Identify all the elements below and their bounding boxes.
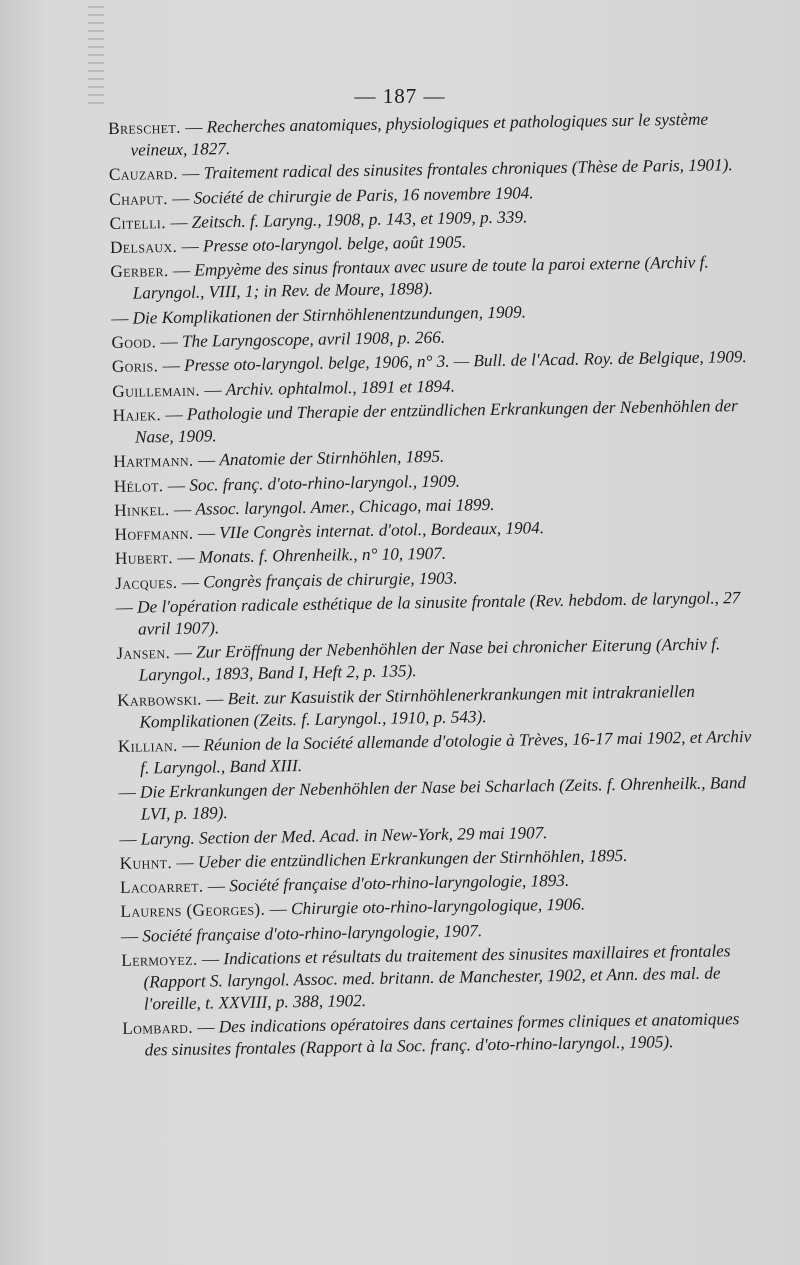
entry-separator: — [165, 212, 192, 232]
page-number: — 187 — [354, 84, 446, 108]
entry-text: Zeitsch. f. Laryng., 1908, p. 143, et 1909, p. 339. [191, 207, 528, 232]
entry-separator: — [169, 499, 196, 519]
entry-author: Guillemain. [112, 380, 201, 401]
entry-separator: — [172, 548, 199, 568]
bibliography-entry [117, 680, 758, 734]
entry-separator: — [177, 735, 204, 755]
entry-author: Lombard. [122, 1018, 194, 1039]
entry-separator: — [177, 572, 204, 592]
entry-author: Jansen. [116, 643, 171, 664]
entry-author: Cauzard. [108, 164, 179, 185]
entry-text: Chirurgie oto-rhino-laryngologique, 1906. [290, 895, 586, 919]
entry-text: Pathologie und Therapie der entzündlichen Erkrankungen der Nebenhöhlen der Nase, 1909. [134, 396, 738, 447]
bibliography-entry [108, 108, 749, 162]
entry-text: Indications et résultats du traitement des sinusites maxillaires et frontales (Rapport S. laryngol. Assoc. med. britann. de Manchester, 1902, et Ann. des mal. de l'oreille, t. XXVIII, p. 388, 1902. [143, 941, 731, 1014]
entry-author: Karbowski. [116, 689, 203, 710]
entry-separator: — [120, 926, 143, 946]
entry-text: Die Komplikationen der Stirnhöhlenentzundungen, 1909. [132, 302, 527, 328]
entry-text: Presse oto-laryngol. belge, 1906, n° 3. — Bull. de l'Acad. Roy. de Belgique, 1909. [183, 347, 747, 376]
entry-separator: — [170, 643, 197, 663]
entry-separator: — [192, 1017, 219, 1038]
entry-text: Zur Eröffnung der Nebenhöhlen der Nase bei chronicher Eiterung (Archiv f. Laryngol., 1893, Band I, Heft 2, p. 135). [138, 634, 721, 685]
entry-text: Société française d'oto-rhino-laryngologie, 1893. [229, 870, 570, 896]
entry-text: Die Erkrankungen der Nebenhöhlen der Nase bei Scharlach (Zeits. f. Ohrenheilk., Band LVI, p. 189). [139, 773, 747, 824]
bibliography-entry [118, 726, 759, 780]
entry-separator: — [177, 163, 204, 184]
entry-text: Presse oto-laryngol. belge, août 1905. [202, 232, 467, 256]
entry-text: Laryng. Section der Med. Acad. in New-York, 29 mai 1907. [140, 822, 548, 849]
entry-author: Hajek. [112, 405, 162, 425]
bibliography-entry [116, 587, 757, 641]
entry-text: Beit. zur Kasuistik der Stirnhöhlenerkrankungen mit intrakraniellen Komplikationen (Zeits. f. Laryngol., 1910, p. 543). [139, 681, 696, 732]
entry-text: The Laryngoscope, avril 1908, p. 266. [181, 327, 446, 351]
entry-separator: — [118, 782, 141, 803]
entry-author: Breschet. [108, 117, 182, 138]
entry-author: Hinkel. [114, 499, 170, 520]
entry-author: Jacques. [115, 572, 178, 593]
bibliography-entry [116, 633, 757, 687]
entry-text: Traitement radical des sinusites frontales chroniques (Thèse de Paris, 1901). [203, 155, 733, 183]
entry-author: Hartmann. [113, 450, 194, 472]
entry-author: Chaput. [109, 188, 168, 209]
entry-text: Recherches anatomiques, physiologiques et pathologiques sur le système veineux, 1827. [130, 109, 709, 160]
entry-text: Monats. f. Ohrenheilk., n° 10, 1907. [198, 544, 447, 568]
entry-text: De l'opération radicale esthétique de la sinusite frontale (Rev. hebdom. de laryngol., 27 avril 1907). [137, 588, 741, 639]
entry-separator: — [203, 876, 230, 896]
entry-separator: — [160, 404, 188, 425]
entry-text: Des indications opératoires dans certaines formes cliniques et anatomiques des sinusites frontales (Rapport à la Soc. franç. d'oto-rhino-laryngol., 1905). [144, 1009, 740, 1060]
entry-separator: — [171, 852, 199, 872]
entry-separator: — [180, 117, 207, 137]
entry-text: Réunion de la Société allemande d'otologie à Trèves, 16-17 mai 1902, et Archiv f. Laryngol., Band XIII. [140, 726, 752, 778]
entry-text: Congrès français de chirurgie, 1903. [203, 568, 458, 592]
bibliography-entry [110, 251, 751, 305]
bibliography-entry [113, 395, 754, 449]
entry-separator: — [115, 597, 138, 617]
entry-author: Hélot. [113, 475, 164, 496]
entry-author: Good. [111, 332, 157, 353]
entry-author: Citelli. [109, 212, 167, 233]
entry-text: Soc. franç. d'oto-rhino-laryngol., 1909. [189, 471, 461, 495]
entry-author: Hoffmann. [114, 523, 194, 545]
entry-separator: — [193, 523, 220, 543]
entry-separator: — [265, 899, 292, 920]
entry-author: Hubert. [114, 548, 174, 569]
entry-author: Lacoarret. [119, 876, 204, 898]
entry-separator: — [119, 829, 141, 849]
entry-text: VIIe Congrès internat. d'otol., Bordeaux, 1904. [219, 518, 545, 543]
bibliography-list [108, 108, 763, 1065]
entry-text: Société française d'oto-rhino-laryngologie, 1907. [142, 920, 483, 946]
entry-text: Assoc. laryngol. Amer., Chicago, mai 1899. [195, 494, 495, 519]
entry-author: Laurens (Georges). [120, 900, 266, 922]
entry-text: Archiv. ophtalmol., 1891 et 1894. [225, 376, 456, 399]
entry-separator: — [110, 308, 133, 328]
entry-separator: — [193, 450, 220, 470]
entry-author: Killian. [117, 735, 178, 756]
bibliography-entry [121, 940, 762, 1016]
entry-text: Empyème des sinus frontaux avec usure de toute la paroi externe (Archiv f. Laryngol., VIII, 1; in Rev. de Moure, 1898). [132, 253, 709, 304]
entry-text: Anatomie der Stirnhöhlen, 1895. [219, 447, 445, 470]
entry-author: Gerber. [110, 261, 169, 282]
entry-separator: — [201, 688, 228, 709]
entry-author: Kuhnt. [119, 852, 173, 873]
entry-separator: — [197, 949, 224, 969]
bibliography-entry [118, 772, 759, 826]
entry-separator: — [163, 475, 190, 495]
entry-author: Lermoyez. [121, 949, 198, 970]
entry-separator: — [167, 188, 194, 208]
entry-separator: — [199, 379, 226, 400]
entry-separator: — [158, 356, 185, 376]
entry-separator: — [156, 331, 183, 352]
entry-author: Delsaux. [109, 237, 178, 258]
bibliography-entry [122, 1008, 763, 1062]
entry-text: Ueber die entzündlichen Erkrankungen der Stirnhöhlen, 1895. [197, 845, 628, 872]
entry-separator: — [177, 236, 204, 257]
entry-text: Société de chirurgie de Paris, 16 novembre 1904. [193, 182, 534, 208]
entry-author: Goris. [111, 356, 159, 377]
entry-separator: — [168, 261, 195, 281]
